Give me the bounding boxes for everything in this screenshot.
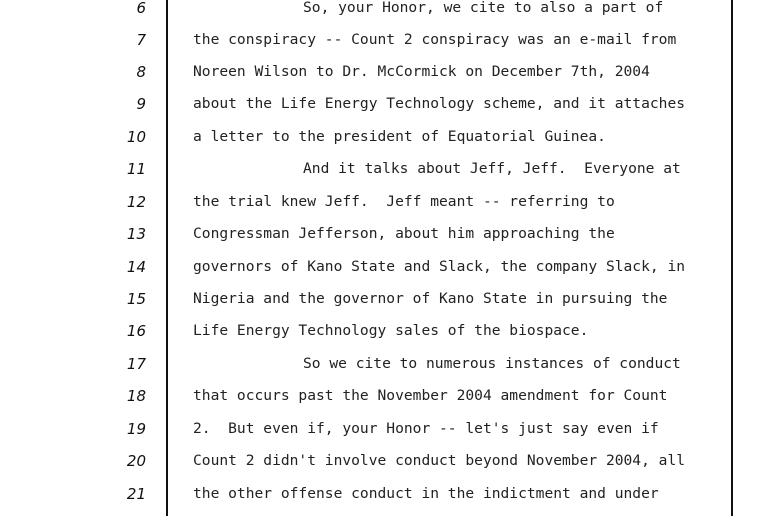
transcript-line — [0, 486, 780, 518]
transcript-line — [0, 356, 780, 388]
line-text: the other offense conduct in the indictment and under — [193, 485, 659, 502]
line-number: 20 — [126, 452, 146, 470]
line-text: a letter to the president of Equatorial Guinea. — [193, 128, 606, 145]
line-number: 19 — [126, 420, 146, 438]
line-number: 16 — [126, 322, 146, 340]
line-text: about the Life Energy Technology scheme, and it attaches — [193, 95, 686, 112]
transcript-line — [0, 161, 780, 193]
transcript-line — [0, 291, 780, 323]
line-number: 6 — [136, 0, 146, 17]
line-text: 2. But even if, your Honor -- let's just say even if — [193, 420, 659, 437]
line-number: 14 — [126, 258, 146, 276]
line-number: 21 — [126, 485, 146, 503]
transcript-line — [0, 453, 780, 485]
line-number: 12 — [126, 193, 146, 211]
line-number: 11 — [126, 160, 146, 178]
line-number: 10 — [126, 128, 146, 146]
transcript-line — [0, 96, 780, 128]
transcript-line — [0, 259, 780, 291]
line-number: 7 — [136, 31, 146, 49]
transcript-line — [0, 388, 780, 420]
transcript-line — [0, 323, 780, 355]
transcript-line — [0, 226, 780, 258]
line-number: 9 — [136, 95, 146, 113]
line-number: 13 — [126, 225, 146, 243]
line-text: So, your Honor, we cite to also a part of — [303, 0, 664, 16]
line-text: Noreen Wilson to Dr. McCormick on December 7th, 2004 — [193, 63, 650, 80]
line-text: the trial knew Jeff. Jeff meant -- referring to — [193, 193, 615, 210]
line-text: governors of Kano State and Slack, the company Slack, in — [193, 258, 686, 275]
transcript-line — [0, 194, 780, 226]
line-number: 15 — [126, 290, 146, 308]
transcript-line — [0, 64, 780, 96]
line-text: Congressman Jefferson, about him approaching the — [193, 225, 615, 242]
transcript-line — [0, 421, 780, 453]
line-text: that occurs past the November 2004 amendment for Count — [193, 387, 668, 404]
line-text: Nigeria and the governor of Kano State in pursuing the — [193, 290, 668, 307]
line-text: the conspiracy -- Count 2 conspiracy was an e-mail from — [193, 31, 677, 48]
line-text: And it talks about Jeff, Jeff. Everyone at — [303, 160, 681, 177]
line-number: 8 — [136, 63, 146, 81]
transcript-line — [0, 32, 780, 64]
line-text: Life Energy Technology sales of the biospace. — [193, 322, 589, 339]
line-text: Count 2 didn't involve conduct beyond November 2004, all — [193, 452, 686, 469]
line-number: 17 — [126, 355, 146, 373]
line-text: So we cite to numerous instances of conduct — [303, 355, 681, 372]
transcript-line — [0, 129, 780, 161]
line-number: 18 — [126, 387, 146, 405]
transcript-line — [0, 0, 780, 32]
